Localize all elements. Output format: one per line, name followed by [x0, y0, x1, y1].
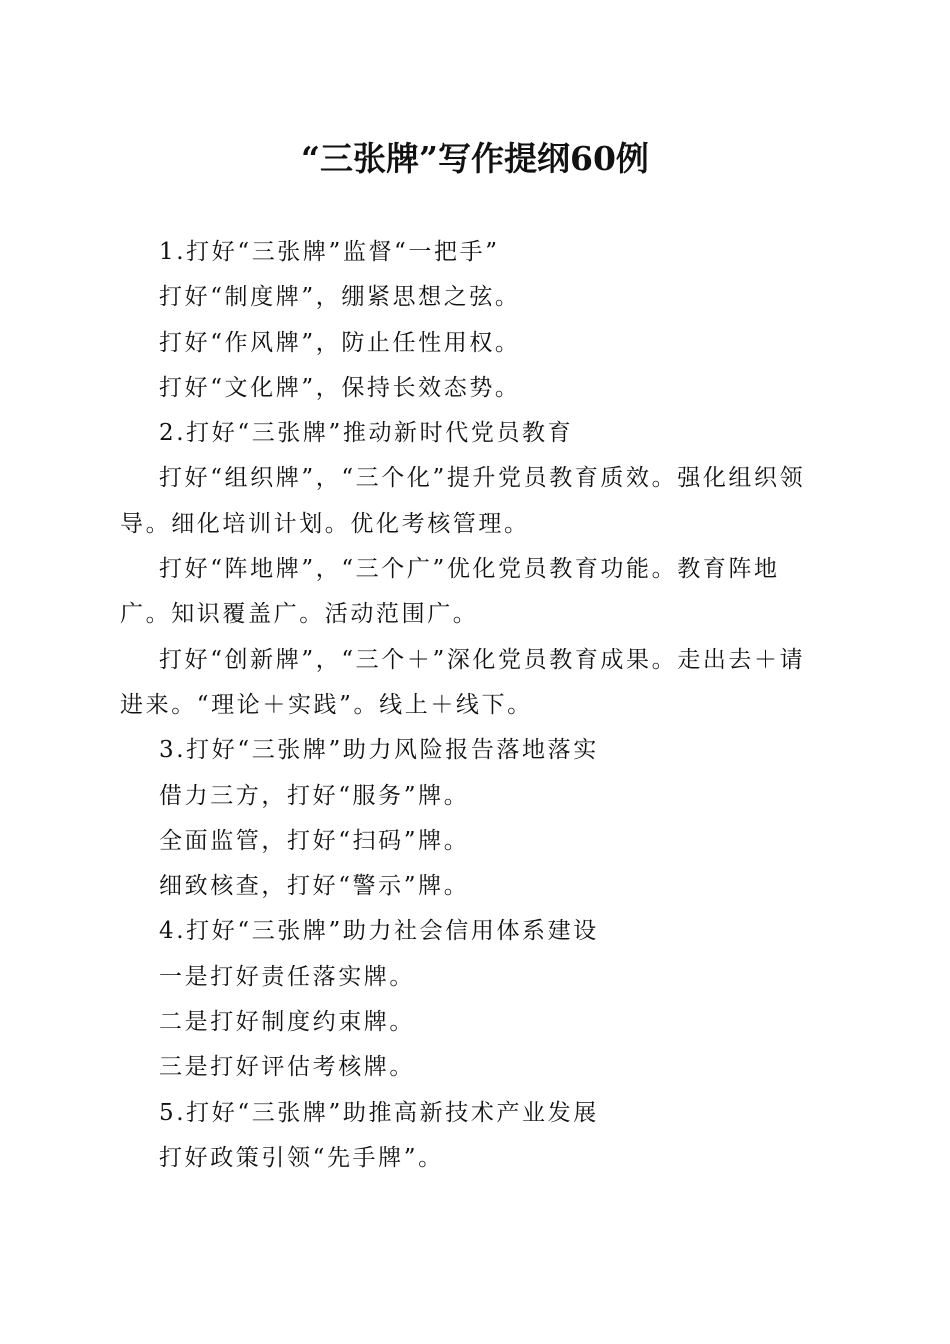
- paragraph: 一是打好责任落实牌。: [159, 963, 415, 990]
- paragraph: 打好“创新牌”，“三个＋”深化党员教育成果。走出去＋请进来。“理论＋实践”。线上＋线下。: [120, 646, 806, 718]
- paragraph: 打好“制度牌”，绷紧思想之弦。: [159, 284, 521, 311]
- paragraph: 打好“阵地牌”，“三个广”优化党员教育功能。教育阵地广。知识覆盖广。活动范围广。: [120, 556, 780, 628]
- section-heading-5: 5.打好“三张牌”助推高新技术产业发展: [159, 1099, 599, 1126]
- paragraph: 打好“组织牌”，“三个化”提升党员教育质效。强化组织领导。细化培训计划。优化考核管理。: [120, 465, 806, 537]
- section-heading-4: 4.打好“三张牌”助力社会信用体系建设: [159, 918, 599, 945]
- section-heading-2: 2.打好“三张牌”推动新时代党员教育: [159, 420, 574, 447]
- paragraph: 二是打好制度约束牌。: [159, 1009, 415, 1036]
- paragraph: 打好“文化牌”，保持长效态势。: [159, 374, 521, 401]
- paragraph: 全面监管，打好“扫码”牌。: [159, 827, 470, 854]
- paragraph: 细致核查，打好“警示”牌。: [159, 873, 470, 900]
- paragraph: 借力三方，打好“服务”牌。: [159, 782, 470, 809]
- document-body: [120, 230, 824, 1181]
- document-title: “三张牌”写作提纲60例: [301, 139, 649, 178]
- paragraph: 打好政策引领“先手牌”。: [159, 1144, 444, 1171]
- paragraph: 打好“作风牌”，防止任性用权。: [159, 329, 521, 356]
- section-heading-1: 1.打好“三张牌”监督“一把手”: [159, 239, 500, 265]
- paragraph: 三是打好评估考核牌。: [159, 1054, 415, 1081]
- section-heading-3: 3.打好“三张牌”助力风险报告落地落实: [159, 737, 599, 764]
